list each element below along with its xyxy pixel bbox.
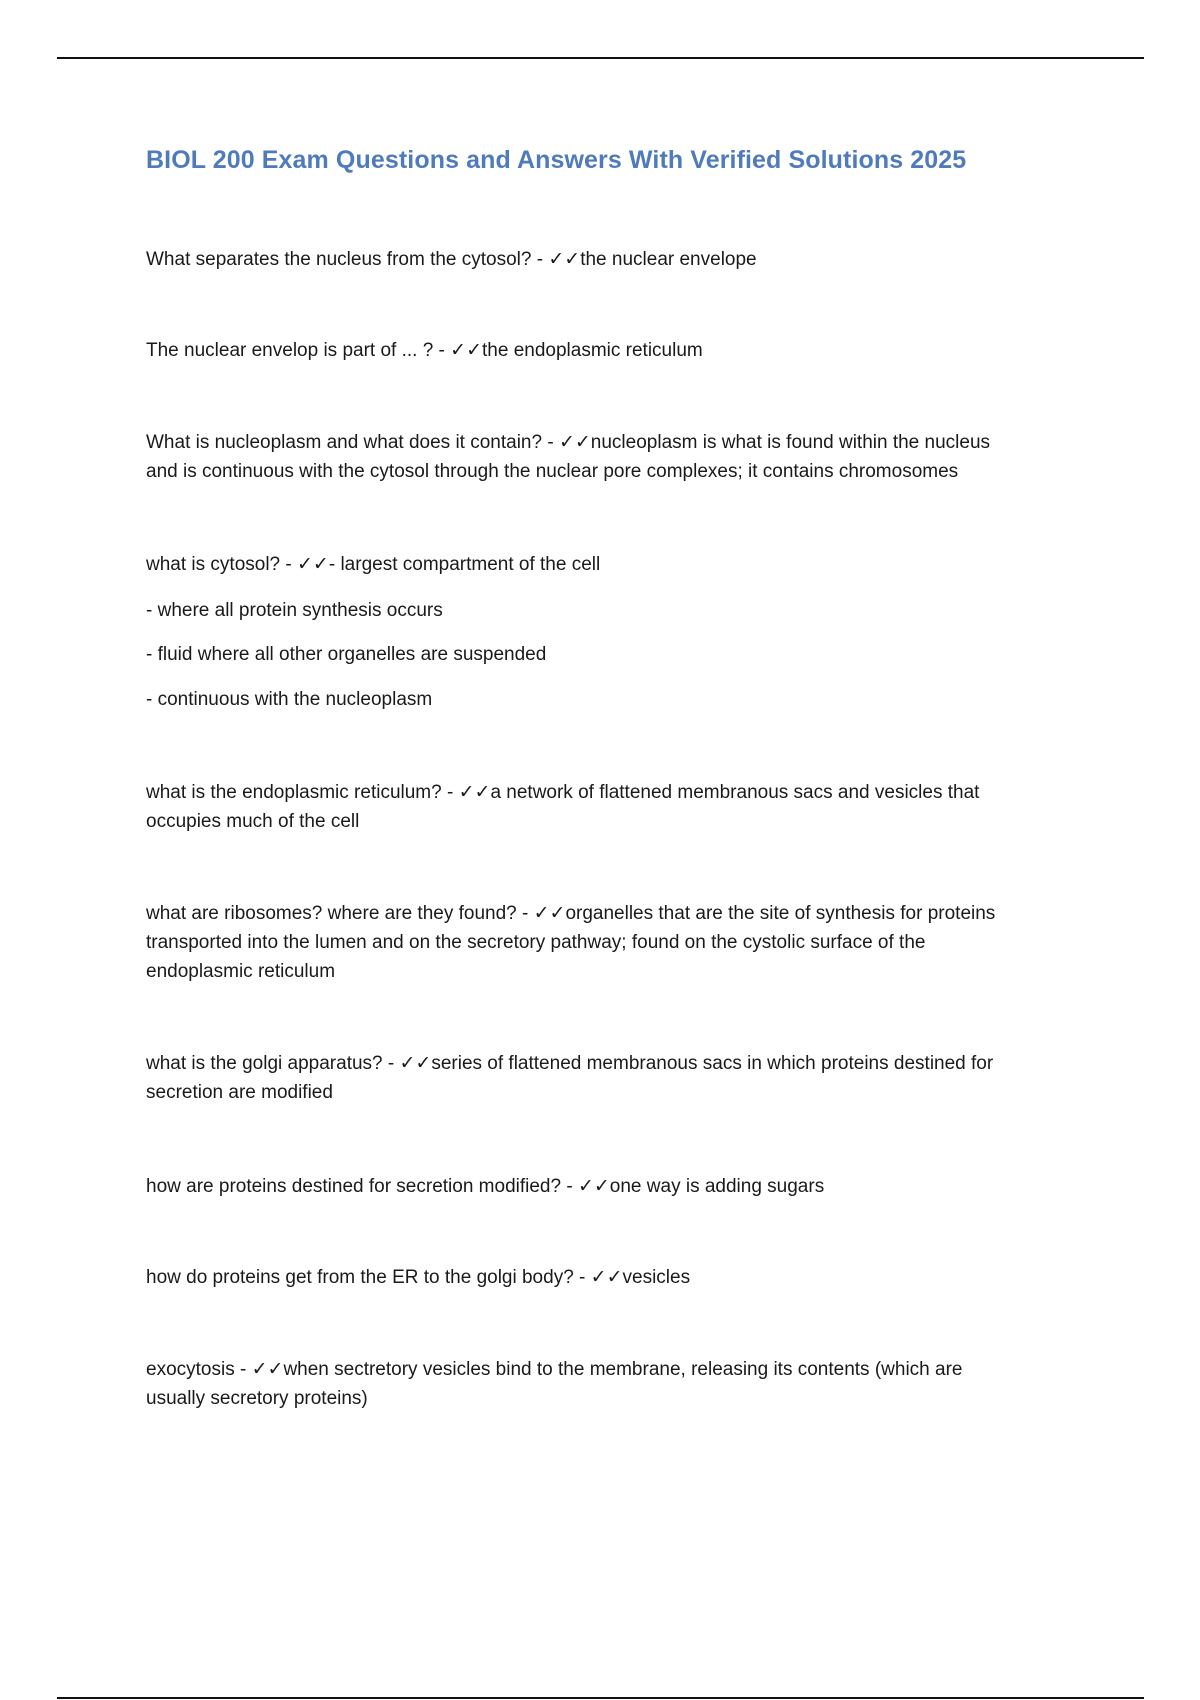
qa-first-line — [146, 1263, 1066, 1292]
answer-text: the nuclear envelope — [580, 249, 757, 270]
question-text: what is cytosol? - — [146, 554, 297, 575]
question-text: what is the endoplasmic reticulum? - — [146, 782, 459, 803]
qa-first-line — [146, 336, 1066, 365]
answer-text: and is continuous with the cytosol through the nuclear pore complexes; it contains chromosomes — [146, 461, 959, 482]
check-mark-icon: ✓✓ — [577, 1176, 610, 1197]
qa-first-line — [146, 550, 1066, 579]
answer-text: usually secretory proteins) — [146, 1388, 368, 1409]
question-text: what is the golgi apparatus? - — [146, 1053, 400, 1074]
answer-text: transported into the lumen and on the secretory pathway; found on the cystolic surface of the — [146, 932, 926, 953]
check-mark-icon: ✓✓ — [458, 782, 491, 803]
answer-text: endoplasmic reticulum — [146, 961, 336, 982]
qa-first-line — [146, 1355, 1066, 1384]
bullet-line: - fluid where all other organelles are suspended — [146, 644, 547, 665]
answer-text: series of flattened membranous sacs in which proteins destined for — [431, 1053, 994, 1074]
qa-item — [146, 1355, 1066, 1413]
qa-item — [146, 550, 1066, 579]
qa-item — [146, 245, 1066, 274]
answer-text: nucleoplasm is what is found within the nucleus — [590, 432, 991, 453]
qa-first-line — [146, 428, 1066, 457]
bottom-rule — [57, 1697, 1144, 1699]
answer-text: when sectretory vesicles bind to the membrane, releasing its contents (which are — [283, 1359, 963, 1380]
answer-text: a network of flattened membranous sacs and vesicles that — [490, 782, 980, 803]
qa-first-line — [146, 1049, 1066, 1078]
qa-first-line — [146, 778, 1066, 807]
check-mark-icon: ✓✓ — [548, 249, 581, 270]
check-mark-icon: ✓✓ — [590, 1267, 623, 1288]
question-text: The nuclear envelop is part of ... ? - — [146, 340, 451, 361]
answer-text: vesicles — [622, 1267, 691, 1288]
qa-item — [146, 1049, 1066, 1107]
page-title: BIOL 200 Exam Questions and Answers With Verified Solutions 2025 — [146, 146, 967, 174]
check-mark-icon: ✓✓ — [533, 903, 566, 924]
answer-text: - largest compartment of the cell — [328, 554, 601, 575]
check-mark-icon: ✓✓ — [251, 1359, 284, 1380]
answer-text: organelles that are the site of synthesis for proteins — [565, 903, 996, 924]
qa-item — [146, 1172, 1066, 1201]
qa-item — [146, 336, 1066, 365]
bullet-line: - where all protein synthesis occurs — [146, 600, 443, 621]
qa-item — [146, 1263, 1066, 1292]
qa-first-line — [146, 1172, 1066, 1201]
bullet-line: - continuous with the nucleoplasm — [146, 689, 433, 710]
check-mark-icon: ✓✓ — [450, 340, 483, 361]
qa-item — [146, 428, 1066, 486]
question-text: What separates the nucleus from the cytosol? - — [146, 249, 549, 270]
qa-first-line — [146, 899, 1066, 928]
question-text: What is nucleoplasm and what does it contain? - — [146, 432, 559, 453]
answer-text: occupies much of the cell — [146, 811, 360, 832]
question-text: exocytosis - — [146, 1359, 252, 1380]
check-mark-icon: ✓✓ — [558, 432, 591, 453]
check-mark-icon: ✓✓ — [297, 554, 329, 575]
top-rule — [57, 57, 1144, 59]
question-text: how do proteins get from the ER to the golgi body? - — [146, 1267, 591, 1288]
answer-text: one way is adding sugars — [609, 1176, 825, 1197]
question-text: what are ribosomes? where are they found? - — [146, 903, 534, 924]
answer-text: secretion are modified — [146, 1082, 333, 1103]
check-mark-icon: ✓✓ — [399, 1053, 432, 1074]
answer-text: the endoplasmic reticulum — [482, 340, 703, 361]
qa-item — [146, 778, 1066, 836]
qa-item — [146, 899, 1066, 986]
question-text: how are proteins destined for secretion modified? - — [146, 1176, 578, 1197]
qa-first-line — [146, 245, 1066, 274]
